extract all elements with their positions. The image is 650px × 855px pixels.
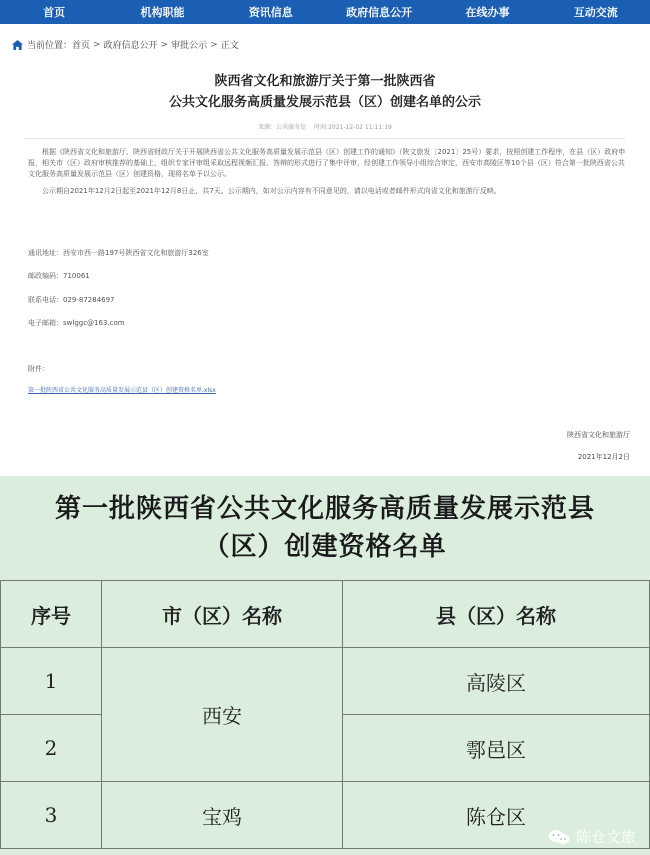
article-title-line1: 陕西省文化和旅游厅关于第一批陕西省 <box>214 74 436 89</box>
breadcrumb-label: 当前位置： <box>27 41 73 51</box>
qualification-table <box>0 580 650 849</box>
nav-org-functions[interactable]: 机构职能 <box>140 6 185 19</box>
breadcrumb-current: 正文 <box>220 41 239 51</box>
article-source: 来源：公共服务处 <box>258 124 307 131</box>
photo-title <box>0 476 650 566</box>
nav-interaction[interactable]: 互动交流 <box>573 6 618 19</box>
header-city: 市（区）名称 <box>102 581 343 648</box>
table-row <box>1 648 650 715</box>
attachment-label: 附件： <box>28 365 49 373</box>
wechat-icon <box>548 829 570 845</box>
contact-postcode: 邮政编码：710061 <box>28 272 90 280</box>
cell-no: 2 <box>1 715 102 782</box>
title-divider <box>24 138 626 139</box>
cell-no: 1 <box>1 648 102 715</box>
breadcrumb-separator: > <box>210 39 218 50</box>
cell-county: 鄠邑区 <box>343 715 650 782</box>
contact-email: 电子邮箱：swlggc@163.com <box>28 319 125 327</box>
header-no: 序号 <box>1 581 102 648</box>
nav-gov-info[interactable]: 政府信息公开 <box>346 6 413 19</box>
cell-city: 宝鸡 <box>102 782 343 849</box>
article-title-line2: 公共文化服务高质量发展示范县（区）创建名单的公示 <box>168 95 481 110</box>
signature-date: 2021年12月2日 <box>577 453 630 461</box>
breadcrumb-home[interactable]: 首页 <box>72 41 91 51</box>
attachment-link[interactable]: 第一批陕西省公共文化服务高质量发展示范县（区）创建资格名单.xlsx <box>28 387 216 394</box>
breadcrumb-gov-info[interactable]: 政府信息公开 <box>103 41 158 51</box>
nav-home[interactable]: 首页 <box>43 6 66 19</box>
article-paragraph-2: 公示期自2021年12月2日起至2021年12月8日止，共7天。公示期内，如对公示内容有不同意见的，请以电话或者邮件形式向省文化和旅游厅反映。 <box>42 187 501 195</box>
article-title <box>0 71 650 113</box>
breadcrumb-separator: > <box>93 39 101 50</box>
article-meta <box>0 122 650 131</box>
photo-title-line2: （区）创建资格名单 <box>203 532 447 562</box>
photo-title-line1: 第一批陕西省公共文化服务高质量发展示范县 <box>54 494 595 524</box>
breadcrumb-approval[interactable]: 审批公示 <box>171 41 208 51</box>
breadcrumb <box>0 24 650 51</box>
cell-city: 西安 <box>102 648 343 782</box>
cell-county: 陈仓区 <box>343 782 650 849</box>
nav-online-services[interactable]: 在线办事 <box>465 6 510 19</box>
contact-phone: 联系电话：029-87284697 <box>28 296 115 304</box>
list-photo <box>0 476 650 855</box>
article-time: 时间:2021-12-02 11:11:19 <box>314 124 392 131</box>
home-icon <box>12 40 23 50</box>
breadcrumb-separator: > <box>160 39 169 50</box>
table-header-row <box>1 581 650 648</box>
article-body <box>0 147 650 197</box>
contact-address: 通讯地址：西安市西一路197号陕西省文化和旅游厅326室 <box>28 249 209 257</box>
watermark <box>548 826 636 847</box>
article-paragraph-1: 根据《陕西省文化和旅游厅、陕西省财政厅关于开展陕西省公共文化服务高质量发展示范县（区）创建工作的通知》（陕文旅发〔2021〕25号）要求，按照创建工作程序，在县（区）政府申报，相关市（区）政府审核推荐的基础上，组织专家评审组采取远程视频汇报、答辩的形式进行了集中评审，经创建工作领导小组综合审定，西安市高陵区等10个县（区）符合第一批陕西省公共文化服务高质量发展示范县（区）创建资格，现将名单予以公示。 <box>28 148 626 178</box>
cell-county: 高陵区 <box>343 648 650 715</box>
watermark-text: 陈仓文旅 <box>575 828 636 846</box>
header-county: 县（区）名称 <box>343 581 650 648</box>
top-nav <box>0 0 650 24</box>
signature-org: 陕西省文化和旅游厅 <box>567 431 630 439</box>
nav-news[interactable]: 资讯信息 <box>248 6 293 19</box>
cell-no: 3 <box>1 782 102 849</box>
